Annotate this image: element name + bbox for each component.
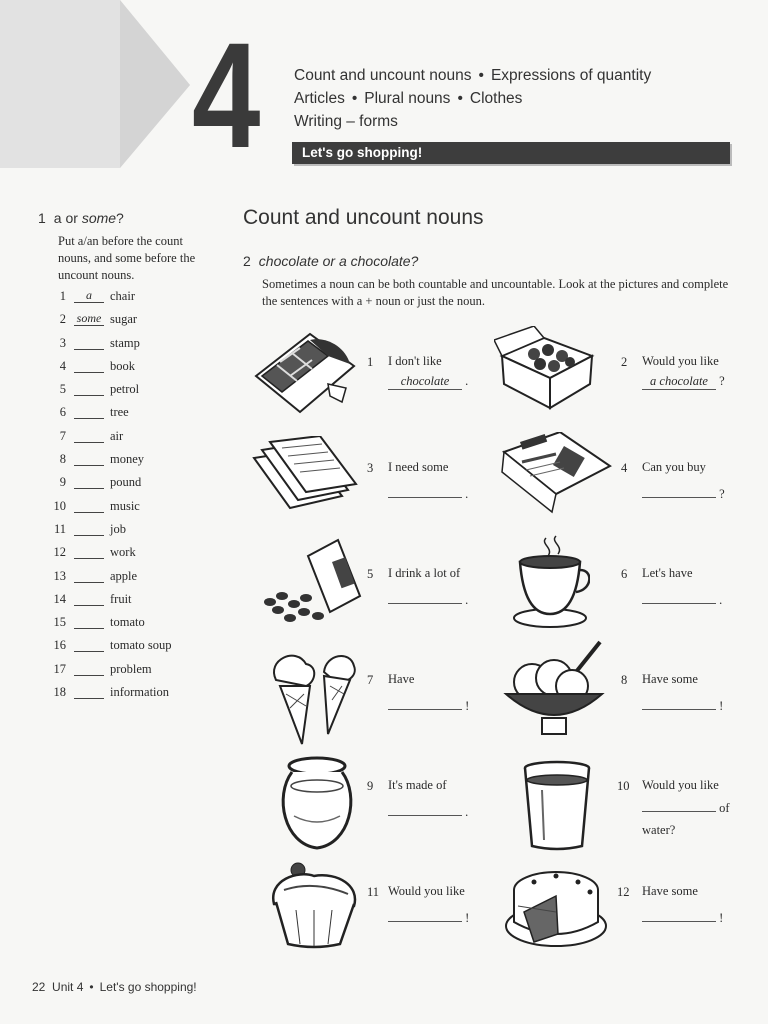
ex1-item-number: 5 <box>59 382 66 397</box>
page-footer: 22 Unit 4 • Let's go shopping! <box>32 980 197 994</box>
topics-line-3: Writing – forms <box>294 113 398 130</box>
ex1-item-answer[interactable] <box>74 405 104 419</box>
ice-cream-bowl-illustration <box>502 638 606 738</box>
paper-sheets-illustration <box>250 436 360 520</box>
ex1-item-word: stamp <box>110 335 140 350</box>
unit-banner: Let's go shopping! <box>292 142 730 164</box>
ex1-item <box>38 429 171 452</box>
ex1-instructions: Put a/an before the count nouns, and some before the uncount nouns. <box>58 234 196 282</box>
ex1-item-word: money <box>110 452 145 467</box>
newspaper-illustration <box>500 432 612 516</box>
ex1-item <box>38 662 171 685</box>
q11-answer[interactable] <box>388 907 462 922</box>
ex1-item-number: 11 <box>53 521 66 536</box>
ex1-item <box>38 289 171 312</box>
ex1-item-word: pound <box>110 475 142 490</box>
ex1-item <box>38 522 171 545</box>
q12-text: Have some ! <box>642 884 724 925</box>
q9-number: 9 <box>367 779 374 793</box>
ex1-item-answer[interactable] <box>74 638 104 652</box>
ex1-item-word: tomato <box>110 615 145 630</box>
ex1-item-answer[interactable] <box>74 359 104 373</box>
ex1-item-answer[interactable] <box>74 452 104 466</box>
q4-answer[interactable] <box>642 483 716 498</box>
ex1-item-word: problem <box>110 661 152 676</box>
q3-text: I need some . <box>388 460 469 501</box>
ex2-instructions: Sometimes a noun can be both countable and uncountable. Look at the pictures and complete the sentences with a + noun or just the noun. <box>262 277 729 308</box>
ex1-item-number: 8 <box>59 452 66 467</box>
q1-number: 1 <box>367 355 374 369</box>
q1-text: I don't like chocolate . <box>388 354 469 388</box>
cupcake-illustration <box>268 860 360 950</box>
q5-number: 5 <box>367 567 374 581</box>
ex1-item-number: 3 <box>59 335 66 350</box>
ex1-item <box>38 615 171 638</box>
ex1-item <box>38 336 171 359</box>
ex1-item <box>38 499 171 522</box>
q12-number: 12 <box>617 885 630 899</box>
ex1-item-word: work <box>110 545 136 560</box>
q10-answer[interactable] <box>642 797 716 812</box>
footer-unit: Unit 4 <box>52 980 84 994</box>
ex1-item-number: 18 <box>53 685 66 700</box>
ex1-item-answer[interactable] <box>74 522 104 536</box>
ex1-item-number: 4 <box>59 358 66 373</box>
coffee-cup-illustration <box>510 534 590 630</box>
q2-text: Would you like a chocolate ? <box>642 354 725 388</box>
ex1-item-number: 13 <box>53 568 66 583</box>
ex1-item-number: 15 <box>53 615 66 630</box>
ex1-item <box>38 545 171 568</box>
q7-text: Have ! <box>388 672 470 713</box>
q5-answer[interactable] <box>388 589 462 604</box>
unit-number: 4 <box>192 11 258 179</box>
q11-number: 11 <box>367 885 380 899</box>
q10-text: Would you like of water? <box>642 778 730 837</box>
q9-answer[interactable] <box>388 801 462 816</box>
ex1-item-answer[interactable] <box>74 615 104 629</box>
q9-text: It's made of . <box>388 778 469 819</box>
q12-answer[interactable] <box>642 907 716 922</box>
coffee-beans-illustration <box>260 532 364 626</box>
unit-topics <box>294 64 651 133</box>
ex1-item-answer[interactable] <box>74 592 104 606</box>
ex1-item <box>38 359 171 382</box>
ex1-item <box>38 312 171 335</box>
q7-number: 7 <box>367 673 374 687</box>
ex1-item-answer[interactable] <box>74 545 104 559</box>
q7-answer[interactable] <box>388 695 462 710</box>
ex1-item-answer[interactable] <box>74 382 104 396</box>
ex1-item-number: 14 <box>53 591 66 606</box>
page-number: 22 <box>32 980 46 994</box>
ex1-item-number: 17 <box>53 661 66 676</box>
q8-text: Have some ! <box>642 672 724 713</box>
ex1-item-word: air <box>110 428 124 443</box>
q4-number: 4 <box>621 461 628 475</box>
topics-line-2: Articles • Plural nouns • Clothes <box>294 90 523 107</box>
ex1-item-answer[interactable] <box>74 685 104 699</box>
ex2-title: 2 chocolate or a chocolate? <box>243 253 419 269</box>
q4-text: Can you buy ? <box>642 460 725 501</box>
ex1-item-answer[interactable] <box>74 475 104 489</box>
ex1-item-number: 16 <box>53 638 66 653</box>
q3-number: 3 <box>367 461 374 475</box>
ex1-item-number: 7 <box>59 428 66 443</box>
ex1-list <box>38 289 171 708</box>
ex1-item <box>38 452 171 475</box>
ex1-item-number: 6 <box>59 405 66 420</box>
ex1-item-answer[interactable] <box>74 499 104 513</box>
q6-answer[interactable] <box>642 589 716 604</box>
q8-answer[interactable] <box>642 695 716 710</box>
cake-illustration <box>504 862 608 952</box>
ex1-item-word: book <box>110 358 135 373</box>
q11-text: Would you like ! <box>388 884 470 925</box>
ex1-item-number: 12 <box>53 545 66 560</box>
ex1-item-word: music <box>110 498 140 513</box>
footer-title: Let's go shopping! <box>99 980 197 994</box>
ex1-item <box>38 569 171 592</box>
glass-of-water-illustration <box>520 760 594 852</box>
ex1-item-word: tree <box>110 405 129 420</box>
q6-text: Let's have . <box>642 566 723 607</box>
q6-number: 6 <box>621 567 628 581</box>
ex1-item <box>38 405 171 428</box>
ex1-item-word: chair <box>110 289 135 303</box>
ex1-item <box>38 475 171 498</box>
chocolate-box-illustration <box>494 326 600 416</box>
ice-cream-cones-illustration <box>266 646 362 746</box>
ex1-item-word: apple <box>110 568 138 583</box>
ex1-item <box>38 638 171 661</box>
ex1-item-number: 9 <box>59 475 66 490</box>
ex1-item-answer[interactable] <box>74 336 104 350</box>
ex1-item-word: tomato soup <box>110 638 172 653</box>
topics-line-1: Count and uncount nouns • Expressions of quantity <box>294 67 652 84</box>
ex1-item <box>38 592 171 615</box>
ex1-item-answer[interactable] <box>74 569 104 583</box>
ex1-item-word: sugar <box>110 312 138 327</box>
ex1-item-number: 10 <box>53 498 66 513</box>
q1-answer[interactable]: chocolate <box>388 375 462 390</box>
section-title: Count and uncount nouns <box>243 206 484 229</box>
glass-jar-illustration <box>280 756 354 852</box>
q2-answer[interactable]: a chocolate <box>642 375 716 390</box>
q3-answer[interactable] <box>388 483 462 498</box>
q5-text: I drink a lot of . <box>388 566 469 607</box>
ex1-item <box>38 382 171 405</box>
ex1-item-word: job <box>110 521 126 536</box>
ex1-item-word: fruit <box>110 591 132 606</box>
ex1-item-answer[interactable] <box>74 662 104 676</box>
ex1-item-word: petrol <box>110 382 140 397</box>
q2-number: 2 <box>621 355 628 369</box>
q8-number: 8 <box>621 673 628 687</box>
ex1-item-answer[interactable]: a <box>74 289 104 303</box>
ex1-item-number: 2 <box>59 312 66 327</box>
ex1-item-answer[interactable] <box>74 429 104 443</box>
header-arrow-graphic <box>0 0 200 170</box>
q10-number: 10 <box>617 779 630 793</box>
ex1-item <box>38 685 171 708</box>
ex1-item-word: information <box>110 685 170 700</box>
ex1-item-number: 1 <box>59 289 66 303</box>
chocolate-bar-illustration <box>250 326 360 418</box>
ex1-item-answer[interactable]: some <box>74 312 104 326</box>
ex1-title: 1 a or some? <box>38 210 124 226</box>
